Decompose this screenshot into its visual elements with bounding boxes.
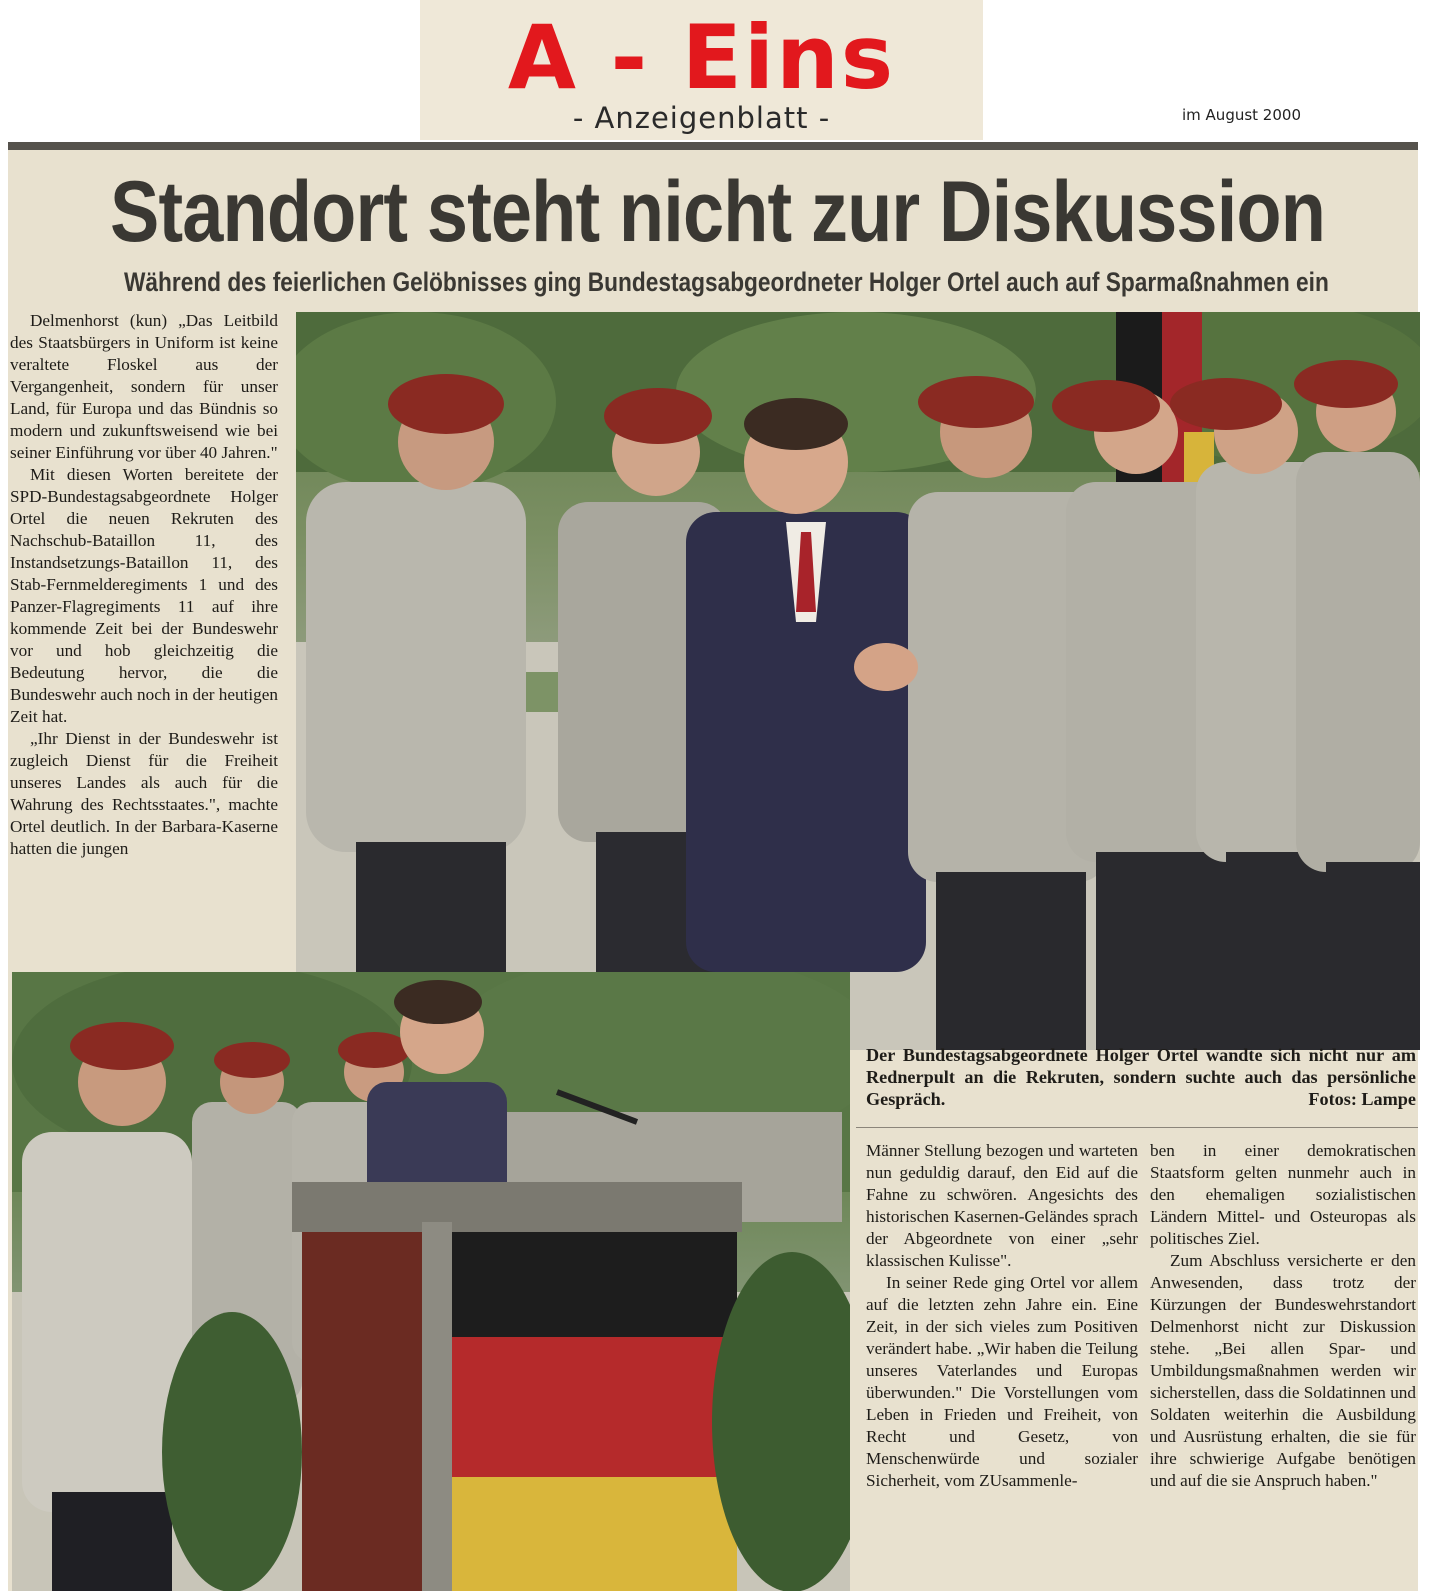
paragraph: „Ihr Dienst in der Bundeswehr ist zugleich Dienst für die Freiheit unseres Landes als auch für die Wahrung des Rechtsstaates.", machte Ortel deutlich. In der Barbara-Kaserne hatten die jungen	[10, 729, 278, 858]
paragraph: Männer Stellung bezogen und warteten nun geduldig darauf, den Eid auf die Fahne zu schwören. Angesichts des historischen Kasernen-Geländes sprach der Abgeordnete von einer „sehr klassischen Kulisse".	[866, 1141, 1138, 1270]
article-headline: Standort steht nicht zur Diskussion	[110, 164, 1326, 260]
date-note: im August 2000	[1182, 106, 1301, 124]
caption-rule	[856, 1127, 1418, 1128]
middle-column	[866, 1140, 1138, 1492]
top-rule	[8, 142, 1418, 150]
photo-handshake-illustration	[296, 312, 1420, 1050]
photo-credit: Fotos: Lampe	[1308, 1089, 1416, 1109]
masthead-subtitle: - Anzeigenblatt -	[572, 101, 831, 135]
paragraph: Zum Abschluss versicherte er den Anwesenden, dass trotz der Kürzungen der Bundeswehrstandort Delmenhorst nicht zur Diskussion stehe. „Bei allen Spar- und Umbildungsmaßnahmen werden wir sicherstellen, dass die Soldatinnen und Soldaten weiterhin die Ausbildung und Ausrüstung erhalten, die sie für ihre schwierige Aufgabe benötigen und auf die sie Anspruch haben."	[1150, 1251, 1416, 1490]
caption-text: Der Bundestagsabgeordnete Holger Ortel wandte sich nicht nur am Rednerpult an die Rekruten, sondern suchte auch das persönliche Gespräch.	[866, 1045, 1416, 1109]
newspaper-clipping	[8, 142, 1418, 1591]
article-subheadline: Während des feierlichen Gelöbnisses ging Bundestagsabgeordneter Holger Ortel auch auf Sparmaßnahmen ein	[124, 267, 1329, 297]
paragraph: Delmenhorst (kun) „Das Leitbild des Staatsbürgers in Uniform ist keine veraltete Floskel aus der Vergangenheit, sondern für unser Land, für Europa und das Bündnis so modern und zukunftsweisend wie bei seiner Einführung vor über 40 Jahren."	[10, 311, 278, 462]
photo-lectern-illustration	[12, 972, 850, 1591]
paragraph: Mit diesen Worten bereitete der SPD-Bundestagsabgeordnete Holger Ortel die neuen Rekruten des Nachschub-Bataillon 11, des Instandsetzungs-Bataillon 11, des Stab-Fernmelderegiments 1 und des Panzer-Flagregiments 11 auf ihre kommende Zeit bei der Bundeswehr vor und hob gleichzeitig die Bedeutung hervor, die die Bundeswehr auch noch in der heutigen Zeit hat.	[10, 465, 278, 726]
masthead-title: A - Eins	[507, 6, 896, 109]
photo-handshake	[296, 312, 1420, 1050]
right-column	[1150, 1140, 1416, 1492]
photo-lectern	[12, 972, 850, 1591]
paragraph: In seiner Rede ging Ortel vor allem auf die letzten zehn Jahre ein. Eine Zeit, in der sich vieles zum Positiven verändert habe. „Wir haben die Teilung unseres Vaterlandes und Europas überwunden." Die Vorstellungen vom Leben in Frieden und Freiheit, von Recht und Gesetz, von Menschenwürde und sozialer Sicherheit, vom ZUsammenle-	[866, 1273, 1138, 1490]
photo-caption	[866, 1044, 1416, 1110]
left-column	[10, 310, 278, 860]
masthead	[420, 0, 983, 140]
paragraph: ben in einer demokratischen Staatsform gelten nunmehr auch in den ehemaligen sozialistischen Ländern Mittel- und Osteuropas als politisches Ziel.	[1150, 1141, 1416, 1248]
